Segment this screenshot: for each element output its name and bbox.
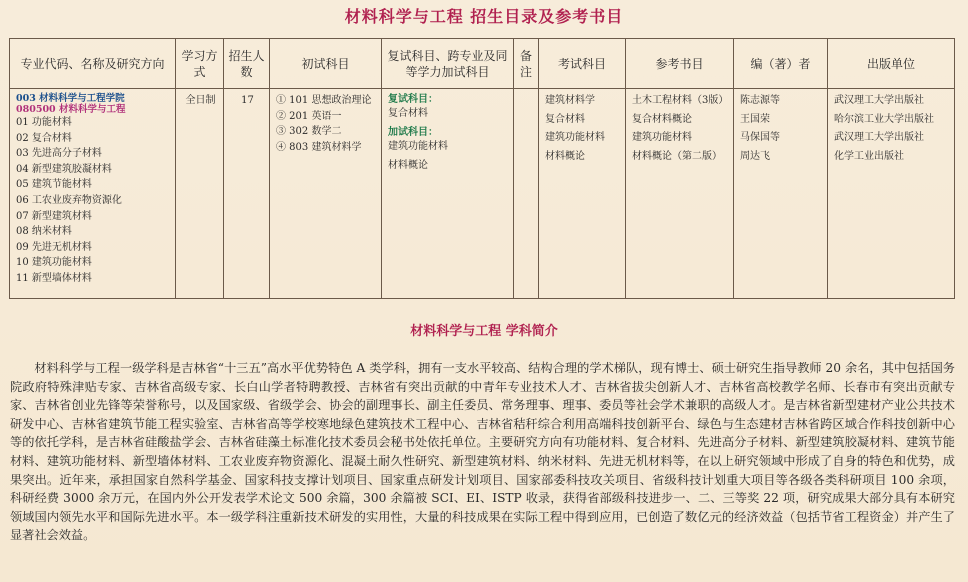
direction-item: 05 建筑节能材料 — [16, 179, 92, 191]
mode-cell: 全日制 — [176, 89, 224, 299]
authors-cell — [734, 89, 828, 299]
book-publisher: 武汉理工大学出版社 — [834, 95, 924, 106]
extra-subject: 材料概论 — [388, 160, 428, 172]
intro-paragraph: 材料科学与工程一级学科是吉林省“十三五”高水平优势特色 A 类学科，拥有一支水平较高、结构合理的学术梯队，现有博士、硕士研究生指导教师 20 余名，其中包括国务院政府特殊津贴专家、吉林省高级专家、长白山学者特聘教授、吉林省有突出贡献的中青年专业技术人才、吉林省拔尖创新人才、吉林省高校教学名师、长春市有突出贡献专家、吉林省创业先锋等荣誉称号，以及国家级、省级学会、协会的副理事长、副主任委员、常务理事、理事、委员等社会学术兼职的高级人才。是吉林省新型建材产业公共技术研发中心、吉林省建筑节能工程实验室、吉林省高等学校寒地绿色建筑技术工程中心、吉林省秸秆综合利用高端科技创新平台、绿色与生态建材吉林省跨区域合作科技创新中心等的依托学科，是吉林省硅酸盐学会、吉林省硅藻土标准化技术委员会秘书处依托单位。主要研究方向有功能材料、复合材料、先进高分子材料、新型建筑胶凝材料、建筑节能材料、建筑功能材料、新型墙体材料、工农业废弃物资源化、混凝土耐久性研究、新型建筑材料、纳米材料、先进无机材料等，在以上研究领域中形成了自身的特色和优势，成果突出。近年来，承担国家自然科学基金、国家科技支撑计划项目、国家重点研发计划项目、国家部委科技攻关项目、省级科技计划重大项目等各级各类科研项目 100 余项，科研经费 3000 余万元，在国内外公开发表学术论文 500 余篇，300 余篇被 SCI、EI、ISTP 收录，获得省部级科技进步一、二、三等奖 22 项，研究成果大部分具有本研究领域国内领先水平和国际先进水平。本一级学科注重新技术研发的实用性，大量的科技成果在实际工程中得到应用，已创造了数亿元的经济效益（包括节省工程资金）并产生了显著社会效益。 — [10, 361, 955, 543]
book-author: 陈志源等 — [740, 95, 780, 106]
initial-subject: ④ 803 建筑材料学 — [276, 141, 362, 153]
header-retest: 复试科目、跨专业及同等学力加试科目 — [382, 39, 514, 89]
initial-subjects-cell — [270, 89, 382, 299]
direction-item: 10 建筑功能材料 — [16, 257, 92, 269]
header-books: 参考书目 — [626, 39, 734, 89]
note-cell — [514, 89, 539, 299]
table-row — [10, 89, 955, 299]
table-header-row — [10, 39, 955, 89]
retest-cell — [382, 89, 514, 299]
book-author: 王国荣 — [740, 113, 770, 125]
book-publisher: 化学工业出版社 — [834, 150, 904, 162]
book-author: 周达飞 — [740, 150, 770, 162]
header-quota: 招生人数 — [224, 39, 270, 89]
catalog-title: 材料科学与工程 招生目录及参考书目 — [344, 7, 624, 26]
exam-subject: 材料概论 — [545, 150, 585, 162]
header-initial: 初试科目 — [270, 39, 382, 89]
direction-item: 03 先进高分子材料 — [16, 148, 102, 160]
major-name: 080500 材料科学与工程 — [16, 104, 126, 115]
books-cell — [626, 89, 734, 299]
direction-item: 02 复合材料 — [16, 132, 72, 144]
header-mode: 学习方式 — [176, 39, 224, 89]
header-major: 专业代码、名称及研究方向 — [10, 39, 176, 89]
retest-subject: 复合材料 — [388, 108, 428, 119]
direction-item: 11 新型墙体材料 — [16, 272, 92, 284]
initial-subject: ③ 302 数学二 — [276, 126, 342, 138]
direction-item: 01 功能材料 — [16, 117, 72, 128]
retest-label: 复试科目： — [388, 94, 438, 105]
reference-book: 复合材料概论 — [632, 113, 692, 125]
exam-subjects-cell — [539, 89, 626, 299]
school-name: 003 材料科学与工程学院 — [16, 93, 125, 104]
direction-item: 06 工农业废弃物资源化 — [16, 194, 122, 206]
quota-cell: 17 — [224, 89, 270, 299]
exam-subject: 复合材料 — [545, 113, 585, 125]
initial-subject: ① 101 思想政治理论 — [276, 95, 372, 106]
reference-book: 材料概论（第二版） — [632, 150, 722, 162]
reference-book: 土木工程材料（3版） — [632, 95, 729, 106]
intro-title: 材料科学与工程 学科简介 — [410, 324, 558, 339]
major-cell — [10, 89, 176, 299]
header-authors: 编（著）者 — [734, 39, 828, 89]
extra-subject: 建筑功能材料 — [388, 140, 448, 152]
extra-label: 加试科目： — [388, 126, 438, 138]
reference-book: 建筑功能材料 — [632, 132, 692, 144]
book-author: 马保国等 — [740, 132, 780, 144]
exam-subject: 建筑材料学 — [545, 95, 595, 106]
initial-subject: ② 201 英语一 — [276, 110, 342, 122]
direction-item: 08 纳米材料 — [16, 226, 72, 238]
header-exam: 考试科目 — [539, 39, 626, 89]
book-publisher: 武汉理工大学出版社 — [834, 132, 924, 144]
publishers-cell — [828, 89, 955, 299]
direction-item: 09 先进无机材料 — [16, 241, 92, 253]
book-publisher: 哈尔滨工业大学出版社 — [834, 113, 934, 125]
direction-item: 04 新型建筑胶凝材料 — [16, 163, 112, 175]
header-publisher: 出版单位 — [828, 39, 955, 89]
direction-item: 07 新型建筑材料 — [16, 210, 92, 222]
header-note: 备注 — [514, 39, 539, 89]
catalog-table — [9, 38, 955, 299]
exam-subject: 建筑功能材料 — [545, 132, 605, 144]
